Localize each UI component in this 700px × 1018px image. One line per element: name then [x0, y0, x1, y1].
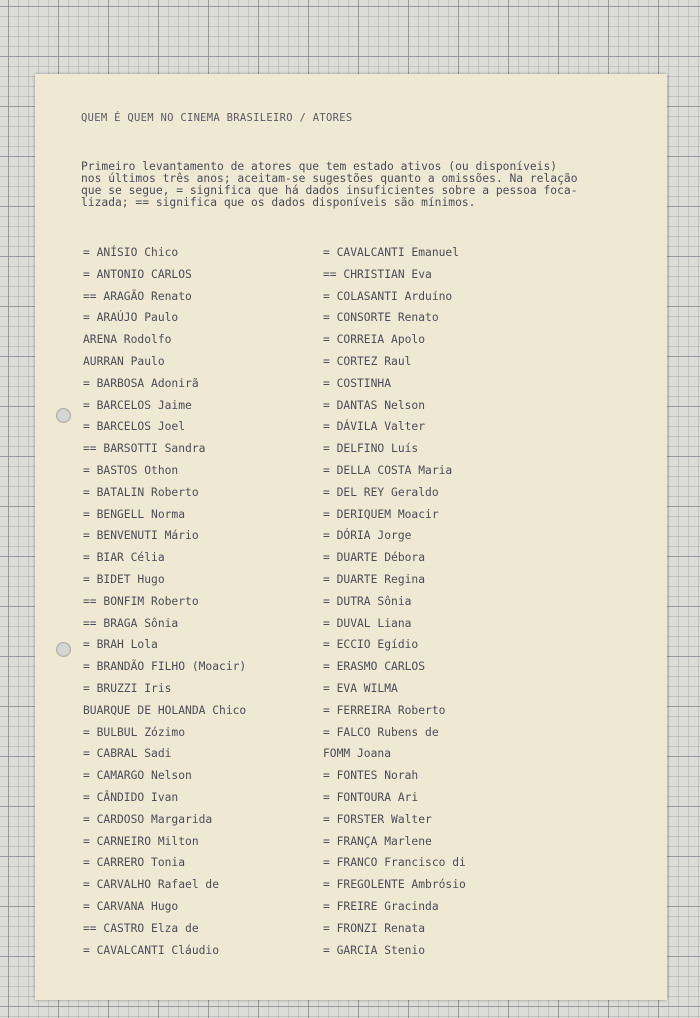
- punch-hole-top: [56, 408, 71, 423]
- actor-list-item: AURRAN Paulo: [83, 354, 165, 368]
- actor-list-item: = FRANCO Francisco di: [323, 856, 466, 870]
- actor-list-item: = BASTOS Othon: [83, 463, 179, 477]
- actor-list-item: = DUARTE Débora: [323, 551, 426, 565]
- intro-line: Primeiro levantamento de atores que tem estado ativos (ou disponíveis): [81, 160, 558, 173]
- actor-list-item: = FONTOURA Ari: [323, 790, 419, 804]
- actor-list-item: = DEL REY Geraldo: [323, 485, 439, 499]
- actor-list-item: = BIDET Hugo: [83, 572, 165, 586]
- actor-list-item: = EVA WILMA: [323, 681, 398, 695]
- actor-list-item: BUARQUE DE HOLANDA Chico: [83, 703, 247, 717]
- actor-list-item: = BARCELOS Joel: [83, 420, 186, 434]
- actor-list-item: = DERIQUEM Moacir: [323, 507, 439, 521]
- actor-list-item: == BARSOTTI Sandra: [83, 442, 206, 456]
- actor-list-item: = COLASANTI Arduíno: [323, 289, 453, 303]
- actor-list-item: = CONSORTE Renato: [323, 311, 439, 325]
- actor-list-item: = CARRERO Tonia: [83, 856, 186, 870]
- actor-list-item: == CASTRO Elza de: [83, 921, 199, 935]
- actor-list-item: = ANÍSIO Chico: [83, 246, 179, 259]
- intro-line: que se segue, = significa que há dados insuficientes sobre a pessoa foca-: [81, 184, 578, 197]
- actor-list-left: [83, 242, 246, 961]
- actor-list-item: = BRUZZI Iris: [83, 681, 172, 695]
- actor-list-item: = CARNEIRO Milton: [83, 834, 199, 848]
- actor-list-item: = DUVAL Liana: [323, 616, 412, 630]
- actor-list-item: = FRONZI Renata: [323, 921, 426, 935]
- actor-list-item: = CAMARGO Nelson: [83, 769, 192, 783]
- actor-list-item: = DELFINO Luís: [323, 442, 419, 456]
- actor-list-item: = DUARTE Regina: [323, 572, 426, 586]
- actor-list-item: = ECCIO Egídio: [323, 638, 419, 652]
- actor-list-item: = FREGOLENTE Ambrósio: [323, 878, 466, 892]
- actor-list-item: == CHRISTIAN Eva: [323, 267, 432, 281]
- actor-list-item: = BATALIN Roberto: [83, 485, 199, 499]
- actor-list-item: = GARCIA Stenio: [323, 943, 426, 957]
- actor-list-item: = DÁVILA Valter: [323, 420, 426, 434]
- actor-list-item: = CABRAL Sadi: [83, 747, 172, 761]
- actor-list-item: = COSTINHA: [323, 376, 392, 390]
- actor-list-item: = DÓRIA Jorge: [323, 529, 412, 543]
- actor-list-item: = BENVENUTI Mário: [83, 529, 199, 543]
- intro-line: lizada; == significa que os dados disponíveis são mínimos.: [81, 196, 476, 209]
- document-page: [35, 74, 667, 1000]
- actor-list-item: = BENGELL Norma: [83, 507, 186, 521]
- intro-line: nos últimos três anos; aceitam-se sugestões quanto a omissões. Na relação: [81, 172, 578, 185]
- actor-list-item: = CORTEZ Raul: [323, 354, 412, 368]
- actor-list-item: = CARVANA Hugo: [83, 899, 179, 913]
- actor-list-item: = BARCELOS Jaime: [83, 398, 192, 412]
- actor-list-item: = CÂNDIDO Ivan: [83, 790, 179, 804]
- punch-hole-bottom: [56, 642, 71, 657]
- actor-list-item: = BRANDÃO FILHO (Moacir): [83, 660, 247, 674]
- actor-list-item: = FERREIRA Roberto: [323, 703, 446, 717]
- actor-list-item: = BULBUL Zózimo: [83, 725, 186, 739]
- actor-list-item: = BRAH Lola: [83, 638, 158, 652]
- actor-list-item: = DANTAS Nelson: [323, 398, 426, 412]
- actor-list-item: = CARDOSO Margarida: [83, 812, 213, 826]
- document-title: QUEM É QUEM NO CINEMA BRASILEIRO / ATORES: [81, 112, 353, 124]
- actor-list-item: == ARAGÃO Renato: [83, 289, 192, 303]
- actor-list-right: [323, 242, 466, 961]
- actor-list-item: = FORSTER Walter: [323, 812, 432, 826]
- actor-list-item: == BRAGA Sônia: [83, 616, 179, 630]
- actor-list-item: = DUTRA Sônia: [323, 594, 412, 608]
- intro-paragraph: [81, 161, 651, 209]
- actor-list-item: = BIAR Célia: [83, 551, 165, 565]
- actor-list-item: = BARBOSA Adonirã: [83, 376, 199, 390]
- actor-list-item: = CARVALHO Rafael de: [83, 878, 220, 892]
- actor-list-item: = FREIRE Gracinda: [323, 899, 439, 913]
- actor-list-item: = DELLA COSTA Maria: [323, 463, 453, 477]
- actor-list-item: = CAVALCANTI Emanuel: [323, 246, 460, 259]
- actor-list-item: == BONFIM Roberto: [83, 594, 199, 608]
- actor-list-item: FOMM Joana: [323, 747, 392, 761]
- actor-list-item: ARENA Rodolfo: [83, 333, 172, 347]
- actor-list-item: = ERASMO CARLOS: [323, 660, 426, 674]
- actor-list-item: = CORREIA Apolo: [323, 333, 426, 347]
- actor-list-item: = ARAÚJO Paulo: [83, 311, 179, 325]
- actor-list-item: = FALCO Rubens de: [323, 725, 439, 739]
- actor-list-item: = CAVALCANTI Cláudio: [83, 943, 220, 957]
- actor-list-item: = ANTONIO CARLOS: [83, 267, 192, 281]
- actor-list-item: = FONTES Norah: [323, 769, 419, 783]
- actor-list-item: = FRANÇA Marlene: [323, 834, 432, 848]
